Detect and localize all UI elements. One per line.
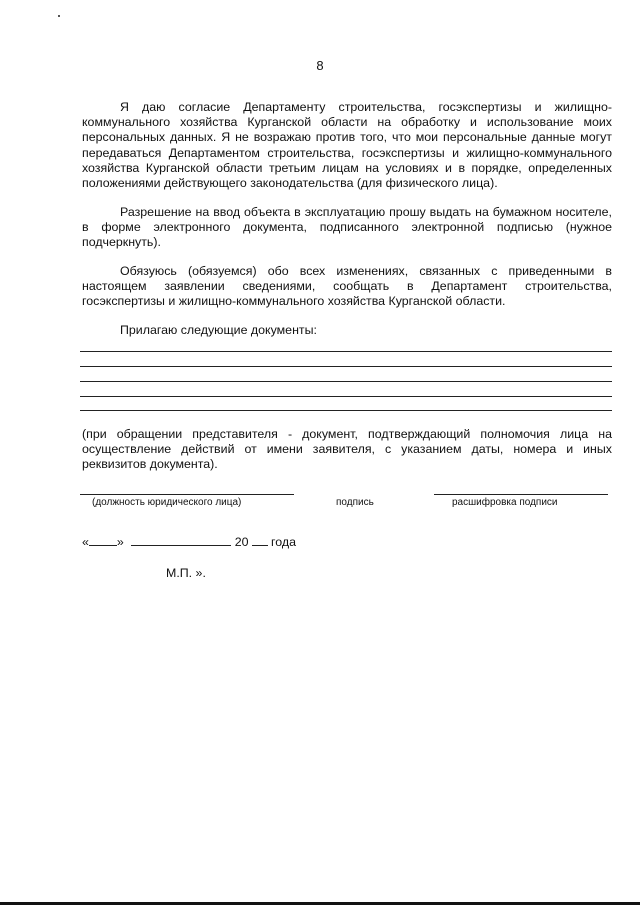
day-blank[interactable] <box>89 535 117 546</box>
transcript-caption: расшифровка подписи <box>452 497 558 508</box>
page-number: 8 <box>316 58 324 73</box>
position-signature-line[interactable] <box>80 494 294 495</box>
date-line <box>82 535 296 549</box>
scan-speck <box>58 15 60 17</box>
attachments-label: Прилагаю следующие документы: <box>120 323 317 337</box>
representative-note: (при обращении представителя - документ, подтверждающий полномочия лица на осуществление действий от имени заявителя, с указанием даты, номера и иных реквизитов документа). <box>82 427 612 472</box>
attachment-line[interactable] <box>80 381 612 382</box>
obligation-paragraph: Обязуюсь (обязуемся) обо всех изменениях, связанных с приведенными в настоящем заявлении сведениями, сообщать в Департамент строительства, госэкспертизы и жилищно-коммунального хозяйства Курганской области. <box>82 264 612 309</box>
attachment-line[interactable] <box>80 396 612 397</box>
position-caption: (должность юридического лица) <box>92 497 242 508</box>
attachment-line[interactable] <box>80 351 612 352</box>
consent-paragraph: Я даю согласие Департаменту строительства, госэкспертизы и жилищно-коммунального хозяйства Курганской области на обработку и использование моих персональных данных. Я не возражаю против того, что мои персональные данные могут передаваться Департаментом строительства, госэкспертизы и жилищно-коммунального хозяйства Курганской области третьим лицам на условиях и в порядке, определенных положениями действующего законодательства (для физического лица). <box>82 100 612 191</box>
attachment-line[interactable] <box>80 410 612 411</box>
stamp-placeholder: М.П. ». <box>166 566 206 580</box>
month-blank[interactable] <box>131 535 231 546</box>
date-close-quote: » <box>116 535 124 549</box>
date-open-quote: « <box>82 535 89 549</box>
year-suffix: года <box>270 535 296 549</box>
year-prefix: 20 <box>234 535 249 549</box>
attachment-line[interactable] <box>80 366 612 367</box>
signature-caption: подпись <box>336 497 374 508</box>
transcript-signature-line[interactable] <box>434 494 608 495</box>
permit-delivery-paragraph: Разрешение на ввод объекта в эксплуатацию прошу выдать на бумажном носителе, в форме электронного документа, подписанного электронной подписью (нужное подчеркнуть). <box>82 205 612 250</box>
year-blank[interactable] <box>252 535 268 546</box>
